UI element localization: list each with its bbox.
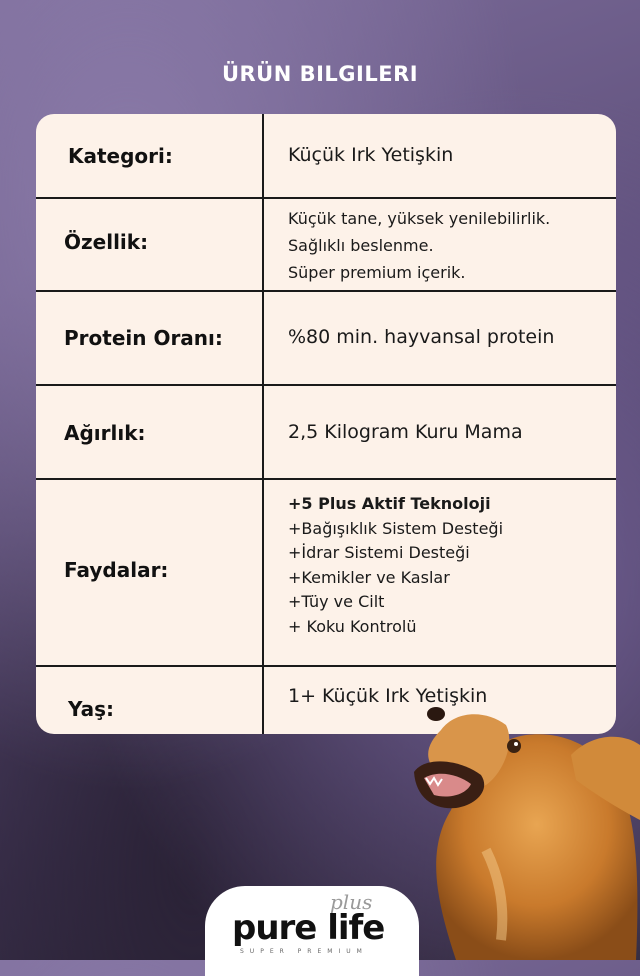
value-line: %80 min. hayvansal protein <box>288 326 555 348</box>
row-label: Kategori: <box>68 144 173 168</box>
brand-logo-plus: plus <box>330 890 373 914</box>
table-row-ozellik <box>36 197 616 292</box>
brand-logo-subtitle: SUPER PREMIUM <box>240 948 368 955</box>
value-line: +İdrar Sistemi Desteği <box>288 543 470 562</box>
table-row-kategori <box>36 114 616 199</box>
value-line: +Bağışıklık Sistem Desteği <box>288 518 504 538</box>
product-info-table <box>36 114 616 734</box>
dog-illustration <box>396 700 640 960</box>
brand-logo: pure life <box>232 908 385 948</box>
table-row-agirlik <box>36 386 616 480</box>
row-label: Faydalar: <box>64 558 169 582</box>
row-label: Yaş: <box>68 697 115 721</box>
table-row-faydalar <box>36 480 616 667</box>
value-line: Küçük tane, yüksek yenilebilirlik. <box>288 209 551 228</box>
value-line: Küçük Irk Yetişkin <box>288 144 454 166</box>
value-line: + Koku Kontrolü <box>288 616 417 636</box>
row-value <box>288 421 523 443</box>
row-value <box>288 205 550 286</box>
row-label: Özellik: <box>64 230 149 254</box>
value-line: Süper premium içerik. <box>288 263 466 282</box>
value-line: 2,5 Kilogram Kuru Mama <box>288 421 523 443</box>
row-label: Protein Oranı: <box>64 326 223 350</box>
value-line: +Kemikler ve Kaslar <box>288 567 450 587</box>
row-value <box>288 144 453 166</box>
row-value <box>288 492 503 639</box>
value-line: +5 Plus Aktif Teknoloji <box>288 494 491 513</box>
page-title: ÜRÜN BILGILERI <box>221 62 419 86</box>
table-row-protein <box>36 292 616 386</box>
value-line: Sağlıklı beslenme. <box>288 236 434 255</box>
value-line: +Tüy ve Cilt <box>288 592 385 611</box>
value-line: 1+ Küçük Irk Yetişkin <box>288 685 488 707</box>
row-label: Ağırlık: <box>64 421 146 445</box>
row-value <box>288 326 554 348</box>
